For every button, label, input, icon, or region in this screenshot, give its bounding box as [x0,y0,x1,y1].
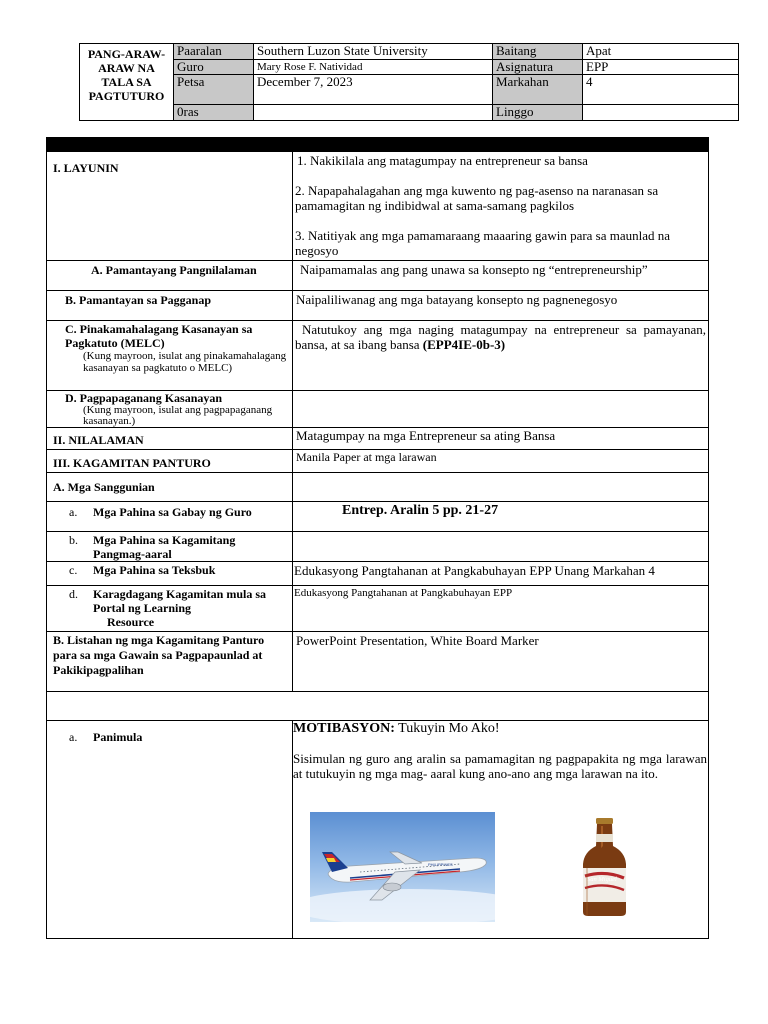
karagdagang-label: Karagdagang Kagamitan mula sa Portal ng Learning [93,587,267,615]
table-row [47,502,709,532]
nilalaman-label: II. NILALAMAN [47,428,293,450]
linggo-value [583,105,739,121]
layunin-item: 3. Natitiyak ang mga pamamaraang maaaring gawin para sa maunlad na negosyo [295,228,671,258]
pagpapaganang-label: D. Pagpapaganang Kasanayan [65,391,223,405]
sanggunian-item [47,562,293,586]
melc-value: Natutukoy ang mga naging matagumpay na entrepreneur sa pamayanan, bansa, at sa ibang bansa [295,322,706,352]
kagamitang-pangmag-aaral-label: Mga Pahina sa Kagamitang Pangmag-aaral [93,533,236,561]
paaralan-label: Paaralan [174,44,254,60]
motibasyon-title: Tukuyin Mo Ako! [398,721,500,736]
guro-label: Guro [174,60,254,75]
karagdagang-label-2: Resource [107,615,155,629]
pamantayang-pangnilalaman-label: A. Pamantayang Pangnilalaman [47,261,293,291]
gabay-guro-value: Entrep. Aralin 5 pp. 21-27 [293,502,709,532]
table-row [47,152,709,261]
nilalaman-value: Matagumpay na mga Entrepreneur sa ating Bansa [293,428,709,450]
guro-value: Mary Rose F. Natividad [254,60,493,75]
layunin-item: 1. Nakikilala ang matagumpay na entrepreneur sa bansa [297,153,588,168]
layunin-label: I. LAYUNIN [47,152,293,261]
melc-note: (Kung mayroon, isulat ang pinakamahalagang kasanayan sa pagkatuto o MELC) [83,350,287,374]
paaralan-value: Southern Luzon State University [254,44,493,60]
karagdagang-value: Edukasyong Pangtahanan at Pangkabuhayan EPP [293,586,709,632]
pamantayan-pagganap-value: Naipaliliwanag ang mga batayang konsepto ng pagnenegosyo [293,291,709,321]
markahan-label: Markahan [493,75,583,105]
markahan-value: 4 [583,75,739,105]
asignatura-value: EPP [583,60,739,75]
header-table [79,43,739,121]
layunin-cell [293,152,709,261]
pamantayan-pagganap-label: B. Pamantayan sa Pagganap [47,291,293,321]
item-letter: c. [69,563,78,577]
table-row-spacer [47,692,709,721]
table-row [47,321,709,391]
item-letter: b. [69,533,78,547]
petsa-label: Petsa [174,75,254,105]
sanggunian-item [47,586,293,632]
table-row [47,261,709,291]
table-row [47,473,709,502]
gabay-guro-label: Mga Pahina sa Gabay ng Guro [93,505,252,519]
panimula-text: Sisimulan ng guro ang aralin sa pamamagitan ng pagpapakita ng mga larawan at tutukuyin ng mga mag- aaral kung ano-ano ang mga larawan na ito. [293,751,707,781]
table-row [47,428,709,450]
panimula-cell [47,721,293,939]
sanggunian-item [47,502,293,532]
listahan-value: PowerPoint Presentation, White Board Marker [293,632,709,692]
kagamitan-label: III. KAGAMITAN PANTURO [47,450,293,473]
linggo-label: Linggo [493,105,583,121]
table-row [47,450,709,473]
melc-cell-value [293,321,709,391]
teksbuk-value: Edukasyong Pangtahanan at Pangkabuhayan EPP Unang Markahan 4 [293,562,709,586]
table-row [47,586,709,632]
item-letter: a. [69,730,78,744]
table-header-bar [47,138,709,152]
pagpapaganang-note: (Kung mayroon, isulat ang pagpapaganang kasanayan.) [83,404,273,427]
table-row [47,632,709,692]
sanggunian-label: A. Mga Sanggunian [47,473,293,502]
teksbuk-label: Mga Pahina sa Teksbuk [93,563,216,577]
pamantayang-pangnilalaman-value: Naipamamalas ang pang unawa sa konsepto ng “entrepreneurship” [293,261,709,291]
table-row [47,562,709,586]
panimula-label: Panimula [93,730,143,744]
baitang-label: Baitang [493,44,583,60]
airplane-image [310,812,495,922]
baitang-value: Apat [583,44,739,60]
asignatura-label: Asignatura [493,60,583,75]
table-row [47,291,709,321]
pagpapaganang-cell [47,391,293,428]
oras-label: 0ras [174,105,254,121]
bottle-label: San Miguel [587,876,617,883]
beer-bottle-image [537,812,672,922]
bottle-icon [537,812,672,922]
motibasyon-label: MOTIBASYON: [293,721,395,736]
table-row [47,391,709,428]
airline-label: PHILIPPINES [428,862,453,867]
melc-code: (EPP4IE-0b-3) [422,337,506,352]
petsa-value: December 7, 2023 [254,75,493,105]
melc-label: C. Pinakamahalagang Kasanayan sa Pagkatuto (MELC) [65,322,253,350]
item-letter: d. [69,587,78,601]
melc-cell [47,321,293,391]
table-row [47,532,709,562]
oras-value [254,105,493,121]
pagpapaganang-value [293,391,709,428]
listahan-label: B. Listahan ng mga Kagamitang Panturo para sa mga Gawain sa Pagpapaunlad at Pakikipagpalihan [47,632,293,692]
item-letter: a. [69,505,78,519]
kagamitang-pangmag-aaral-value [293,532,709,562]
layunin-item: 2. Napapahalagahan ang mga kuwento ng pag-asenso na naranasan sa pamamagitan ng indibidwal at sama-samang pagkilos [295,183,659,213]
kagamitan-value: Manila Paper at mga larawan [293,450,709,473]
airplane-icon [310,812,495,922]
document-title: PANG-ARAW-ARAW NA TALA SA PAGTUTURO [80,44,174,121]
sanggunian-item [47,532,293,562]
